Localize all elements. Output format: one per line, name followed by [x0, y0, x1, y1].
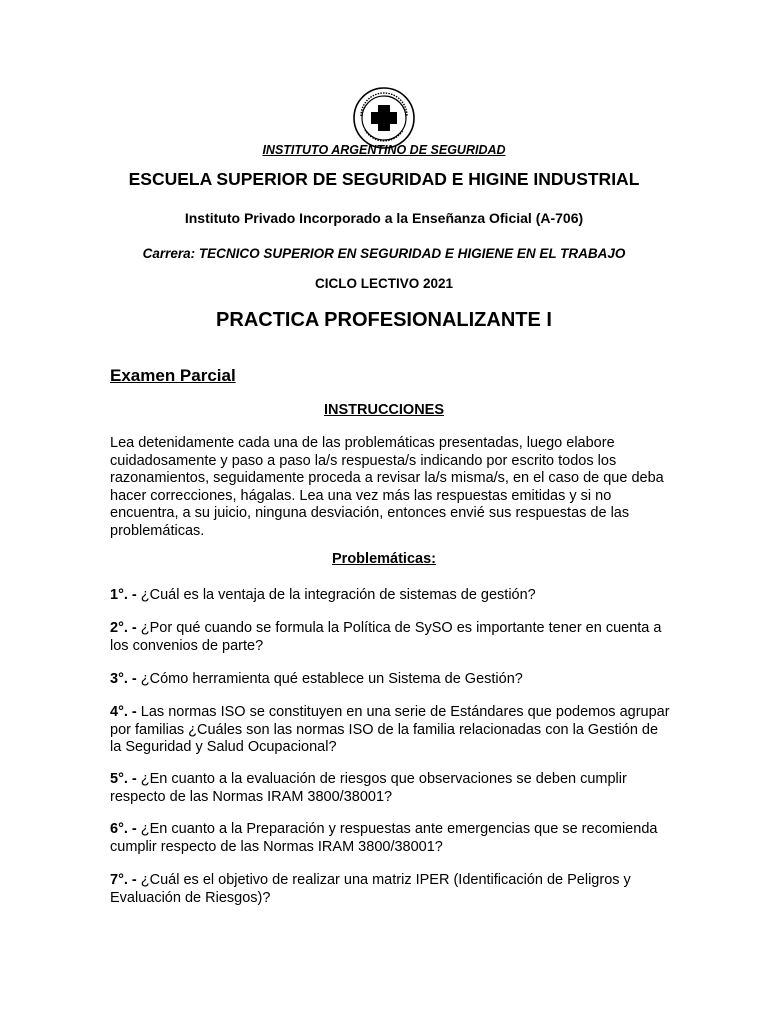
question-number: 6°. - [110, 821, 137, 837]
question-text: ¿Cuál es el objetivo de realizar una matriz IPER (Identificación de Peligros y Evaluación de Riesgos)? [110, 872, 631, 906]
question-item [110, 671, 670, 689]
question-text: ¿Por qué cuando se formula la Política de SySO es importante tener en cuenta a los convenios de parte? [110, 620, 662, 654]
question-item [110, 821, 670, 856]
question-item [110, 704, 670, 757]
question-text: ¿En cuanto a la Preparación y respuestas ante emergencias que se recomienda cumplir respecto de las Normas IRAM 3800/38001? [110, 821, 658, 855]
subject-title: PRACTICA PROFESIONALIZANTE I [216, 309, 552, 331]
question-number: 5°. - [110, 771, 137, 787]
question-text: ¿En cuanto a la evaluación de riesgos que observaciones se deben cumplir respecto de las Normas IRAM 3800/38001? [110, 771, 627, 805]
question-text: ¿Cómo herramienta qué establece un Sistema de Gestión? [140, 671, 523, 687]
problems-heading: Problemáticas: [332, 551, 436, 567]
question-item [110, 587, 670, 605]
academic-cycle: CICLO LECTIVO 2021 [314, 276, 454, 291]
instructions-paragraph: Lea detenidamente cada una de las problemáticas presentadas, luego elabore cuidadosamente y paso a paso la/s respuesta/s indicando por escrito todos los razonamientos, seguidamente proceda a revisar la/s misma/s, en el caso de que deba hacer correcciones, hágalas. Lea una vez más las respuestas emitidas y si no encuentra, a su juicio, ninguna desviación, entonces envié sus respuestas de las problemáticas. [110, 435, 664, 539]
instructions-heading: INSTRUCCIONES [323, 402, 445, 418]
question-number: 1°. - [110, 587, 137, 603]
career-line: Carrera: TECNICO SUPERIOR EN SEGURIDAD E HIGIENE EN EL TRABAJO [142, 246, 626, 261]
question-number: 3°. - [110, 671, 137, 687]
question-item [110, 872, 670, 907]
question-item [110, 771, 670, 806]
exam-title: Examen Parcial [110, 366, 236, 385]
private-institute-line: Instituto Privado Incorporado a la Enseñanza Oficial (A-706) [184, 210, 584, 226]
question-item [110, 620, 670, 655]
question-text: Las normas ISO se constituyen en una serie de Estándares que podemos agrupar por familias ¿Cuáles son las normas ISO de la familia relacionadas con la Gestión de la Seguridad y Salud Ocupacional? [110, 704, 670, 755]
institute-name: INSTITUTO ARGENTINO DE SEGURIDAD [262, 143, 506, 157]
question-number: 2°. - [110, 620, 137, 636]
school-title: ESCUELA SUPERIOR DE SEGURIDAD E HIGINE INDUSTRIAL [128, 169, 640, 189]
question-text: ¿Cuál es la ventaja de la integración de sistemas de gestión? [140, 587, 536, 603]
question-number: 4°. - [110, 704, 137, 720]
institute-seal-logo [352, 86, 416, 150]
question-number: 7°. - [110, 872, 137, 888]
